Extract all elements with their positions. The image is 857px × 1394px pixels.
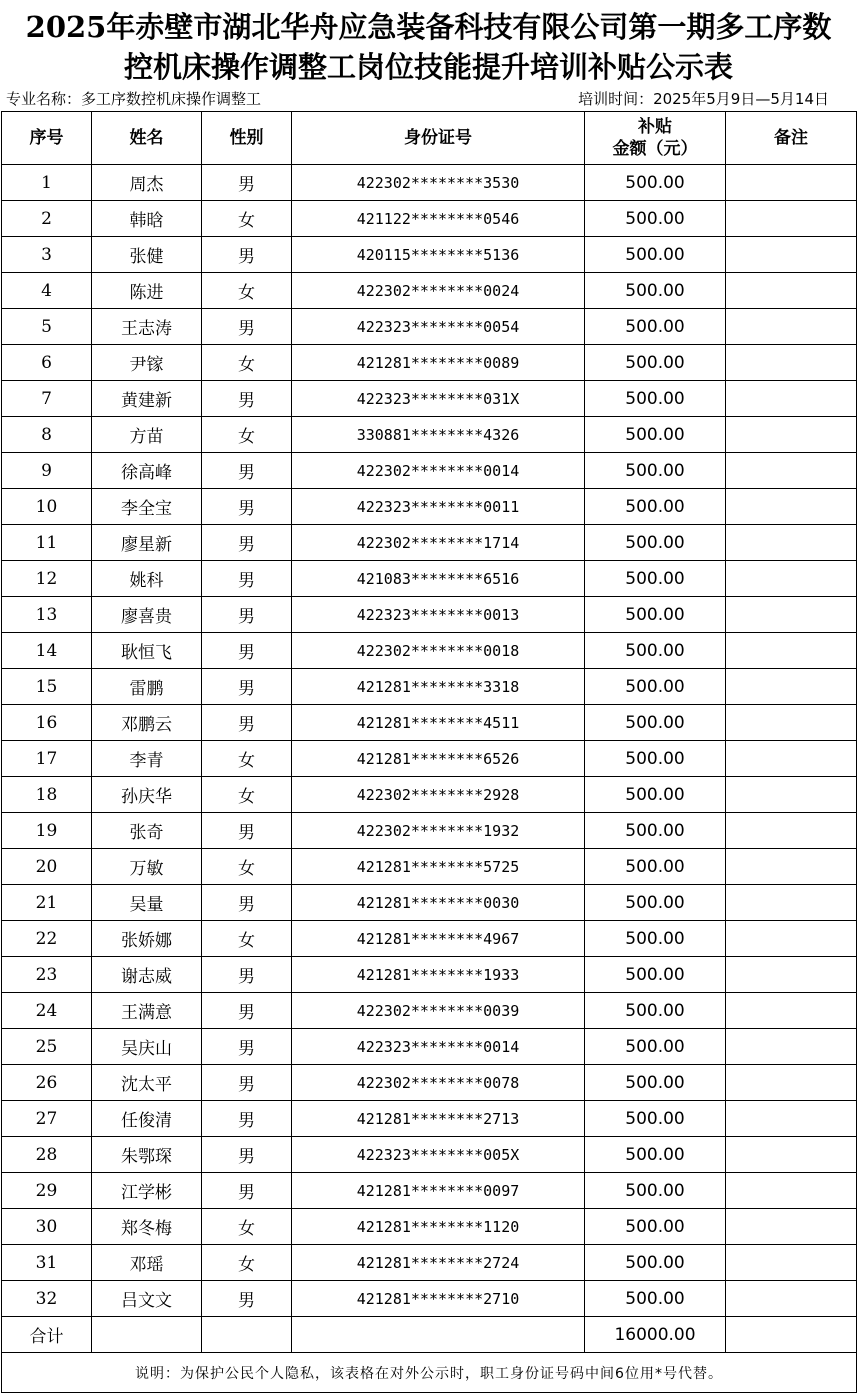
row-remark [726, 345, 857, 381]
row-no: 13 [2, 597, 92, 633]
row-remark [726, 165, 857, 201]
row-remark [726, 705, 857, 741]
row-gender: 男 [202, 993, 292, 1029]
row-remark [726, 1137, 857, 1173]
row-no: 6 [2, 345, 92, 381]
row-name: 郑冬梅 [92, 1209, 202, 1245]
table-row [2, 957, 857, 993]
total-empty-remark [726, 1317, 857, 1353]
row-remark [726, 1029, 857, 1065]
row-name: 黄建新 [92, 381, 202, 417]
row-gender: 男 [202, 489, 292, 525]
specialty-label: 专业名称：多工序数控机床操作调整工 [6, 90, 262, 108]
row-amount: 500.00 [585, 669, 726, 705]
table-row [2, 993, 857, 1029]
row-amount: 500.00 [585, 1245, 726, 1281]
row-gender: 男 [202, 1029, 292, 1065]
row-no: 23 [2, 957, 92, 993]
row-id-number: 422323********0014 [292, 1029, 585, 1065]
row-no: 29 [2, 1173, 92, 1209]
row-remark [726, 273, 857, 309]
row-id-number: 422302********0018 [292, 633, 585, 669]
row-name: 周杰 [92, 165, 202, 201]
row-remark [726, 1065, 857, 1101]
header-id: 身份证号 [292, 112, 585, 165]
row-gender: 男 [202, 669, 292, 705]
row-name: 吴量 [92, 885, 202, 921]
row-name: 吴庆山 [92, 1029, 202, 1065]
row-no: 30 [2, 1209, 92, 1245]
row-no: 9 [2, 453, 92, 489]
row-amount: 500.00 [585, 561, 726, 597]
row-remark [726, 633, 857, 669]
table-row [2, 381, 857, 417]
row-name: 谢志威 [92, 957, 202, 993]
table-row [2, 201, 857, 237]
row-gender: 男 [202, 561, 292, 597]
row-gender: 女 [202, 417, 292, 453]
row-amount: 500.00 [585, 885, 726, 921]
row-no: 26 [2, 1065, 92, 1101]
table-row [2, 489, 857, 525]
table-row [2, 1245, 857, 1281]
row-no: 1 [2, 165, 92, 201]
row-gender: 男 [202, 381, 292, 417]
row-gender: 男 [202, 885, 292, 921]
row-gender: 男 [202, 309, 292, 345]
row-name: 李青 [92, 741, 202, 777]
row-id-number: 422302********0039 [292, 993, 585, 1029]
row-id-number: 422302********0014 [292, 453, 585, 489]
row-amount: 500.00 [585, 417, 726, 453]
row-gender: 男 [202, 1173, 292, 1209]
row-id-number: 421281********1933 [292, 957, 585, 993]
row-amount: 500.00 [585, 1065, 726, 1101]
header-no: 序号 [2, 112, 92, 165]
row-id-number: 330881********4326 [292, 417, 585, 453]
table-row [2, 633, 857, 669]
row-name: 任俊清 [92, 1101, 202, 1137]
row-remark [726, 1173, 857, 1209]
row-remark [726, 525, 857, 561]
header-name: 姓名 [92, 112, 202, 165]
row-no: 15 [2, 669, 92, 705]
table-row [2, 1065, 857, 1101]
row-name: 尹镓 [92, 345, 202, 381]
row-id-number: 421281********0030 [292, 885, 585, 921]
row-amount: 500.00 [585, 597, 726, 633]
row-gender: 男 [202, 813, 292, 849]
row-gender: 女 [202, 345, 292, 381]
row-name: 沈太平 [92, 1065, 202, 1101]
row-id-number: 420115********5136 [292, 237, 585, 273]
row-remark [726, 381, 857, 417]
row-name: 邓瑶 [92, 1245, 202, 1281]
note-row [2, 1353, 857, 1393]
row-remark [726, 1101, 857, 1137]
row-remark [726, 777, 857, 813]
row-gender: 女 [202, 777, 292, 813]
row-name: 李全宝 [92, 489, 202, 525]
table-body [2, 165, 857, 1317]
row-amount: 500.00 [585, 1137, 726, 1173]
row-id-number: 422302********1932 [292, 813, 585, 849]
row-name: 王志涛 [92, 309, 202, 345]
row-no: 7 [2, 381, 92, 417]
table-row [2, 1101, 857, 1137]
row-gender: 女 [202, 1209, 292, 1245]
row-gender: 男 [202, 1065, 292, 1101]
total-empty-gender [202, 1317, 292, 1353]
total-empty-id [292, 1317, 585, 1353]
row-amount: 500.00 [585, 237, 726, 273]
row-name: 张奇 [92, 813, 202, 849]
total-amount: 16000.00 [585, 1317, 726, 1353]
row-name: 耿恒飞 [92, 633, 202, 669]
row-id-number: 421281********1120 [292, 1209, 585, 1245]
table-row [2, 741, 857, 777]
subsidy-table [1, 111, 857, 1393]
table-row [2, 597, 857, 633]
row-id-number: 421083********6516 [292, 561, 585, 597]
row-amount: 500.00 [585, 705, 726, 741]
row-name: 姚科 [92, 561, 202, 597]
row-remark [726, 669, 857, 705]
row-id-number: 421281********5725 [292, 849, 585, 885]
table-row [2, 921, 857, 957]
row-no: 12 [2, 561, 92, 597]
row-no: 22 [2, 921, 92, 957]
row-no: 11 [2, 525, 92, 561]
row-no: 18 [2, 777, 92, 813]
row-id-number: 421281********0097 [292, 1173, 585, 1209]
row-no: 25 [2, 1029, 92, 1065]
table-row [2, 1281, 857, 1317]
row-gender: 男 [202, 597, 292, 633]
total-row [2, 1317, 857, 1353]
table-row [2, 813, 857, 849]
table-row [2, 165, 857, 201]
row-no: 5 [2, 309, 92, 345]
table-row [2, 1209, 857, 1245]
row-name: 雷鹏 [92, 669, 202, 705]
row-id-number: 422323********0011 [292, 489, 585, 525]
row-id-number: 421281********2724 [292, 1245, 585, 1281]
row-id-number: 421122********0546 [292, 201, 585, 237]
row-no: 10 [2, 489, 92, 525]
row-amount: 500.00 [585, 1101, 726, 1137]
total-empty-name [92, 1317, 202, 1353]
row-amount: 500.00 [585, 1173, 726, 1209]
row-gender: 男 [202, 237, 292, 273]
table-row [2, 1137, 857, 1173]
row-gender: 男 [202, 1281, 292, 1317]
row-amount: 500.00 [585, 813, 726, 849]
row-gender: 男 [202, 1101, 292, 1137]
row-amount: 500.00 [585, 1209, 726, 1245]
row-amount: 500.00 [585, 489, 726, 525]
row-name: 张健 [92, 237, 202, 273]
row-gender: 女 [202, 849, 292, 885]
row-amount: 500.00 [585, 309, 726, 345]
row-no: 21 [2, 885, 92, 921]
row-amount: 500.00 [585, 165, 726, 201]
row-no: 16 [2, 705, 92, 741]
row-gender: 男 [202, 525, 292, 561]
row-no: 2 [2, 201, 92, 237]
table-row [2, 705, 857, 741]
row-id-number: 421281********2710 [292, 1281, 585, 1317]
row-amount: 500.00 [585, 957, 726, 993]
note-text: 说明：为保护公民个人隐私，该表格在对外公示时，职工身份证号码中间6位用*号代替。 [2, 1353, 857, 1393]
row-no: 4 [2, 273, 92, 309]
row-amount: 500.00 [585, 777, 726, 813]
row-amount: 500.00 [585, 381, 726, 417]
row-name: 廖星新 [92, 525, 202, 561]
training-period: 培训时间：2025年5月9日—5月14日 [578, 90, 829, 108]
row-name: 江学彬 [92, 1173, 202, 1209]
row-name: 吕文文 [92, 1281, 202, 1317]
table-row [2, 1173, 857, 1209]
row-remark [726, 597, 857, 633]
row-amount: 500.00 [585, 633, 726, 669]
row-id-number: 422302********0078 [292, 1065, 585, 1101]
table-row [2, 237, 857, 273]
row-amount: 500.00 [585, 1029, 726, 1065]
table-row [2, 777, 857, 813]
title-line-2: 控机床操作调整工岗位技能提升培训补贴公示表 [123, 50, 733, 84]
row-gender: 男 [202, 1137, 292, 1173]
row-name: 朱鄂琛 [92, 1137, 202, 1173]
row-gender: 男 [202, 453, 292, 489]
table-row [2, 885, 857, 921]
row-no: 27 [2, 1101, 92, 1137]
table-row [2, 849, 857, 885]
row-no: 28 [2, 1137, 92, 1173]
row-id-number: 421281********0089 [292, 345, 585, 381]
row-remark [726, 201, 857, 237]
row-remark [726, 849, 857, 885]
row-id-number: 421281********2713 [292, 1101, 585, 1137]
row-remark [726, 453, 857, 489]
header-amount-line1: 补贴 [638, 117, 672, 137]
table-header-row [2, 112, 857, 165]
row-name: 邓鹏云 [92, 705, 202, 741]
row-id-number: 422302********1714 [292, 525, 585, 561]
row-amount: 500.00 [585, 849, 726, 885]
row-name: 王满意 [92, 993, 202, 1029]
row-amount: 500.00 [585, 741, 726, 777]
row-name: 廖喜贵 [92, 597, 202, 633]
row-id-number: 422302********2928 [292, 777, 585, 813]
row-gender: 男 [202, 633, 292, 669]
row-no: 32 [2, 1281, 92, 1317]
table-row [2, 417, 857, 453]
row-gender: 女 [202, 201, 292, 237]
row-gender: 女 [202, 273, 292, 309]
row-id-number: 422323********031X [292, 381, 585, 417]
row-remark [726, 993, 857, 1029]
row-remark [726, 957, 857, 993]
row-remark [726, 237, 857, 273]
row-amount: 500.00 [585, 525, 726, 561]
row-amount: 500.00 [585, 201, 726, 237]
table-row [2, 453, 857, 489]
row-id-number: 421281********4511 [292, 705, 585, 741]
table-row [2, 525, 857, 561]
meta-row [0, 88, 857, 110]
table-row [2, 561, 857, 597]
row-id-number: 421281********3318 [292, 669, 585, 705]
row-no: 8 [2, 417, 92, 453]
row-remark [726, 1245, 857, 1281]
row-name: 韩晗 [92, 201, 202, 237]
header-amount [585, 112, 726, 165]
total-label: 合计 [2, 1317, 92, 1353]
table-row [2, 669, 857, 705]
row-amount: 500.00 [585, 993, 726, 1029]
row-remark [726, 561, 857, 597]
row-remark [726, 417, 857, 453]
row-no: 3 [2, 237, 92, 273]
row-id-number: 422302********0024 [292, 273, 585, 309]
row-name: 孙庆华 [92, 777, 202, 813]
row-name: 方苗 [92, 417, 202, 453]
row-no: 14 [2, 633, 92, 669]
row-gender: 女 [202, 1245, 292, 1281]
row-remark [726, 741, 857, 777]
document-title [0, 0, 857, 88]
row-remark [726, 813, 857, 849]
row-remark [726, 1209, 857, 1245]
row-amount: 500.00 [585, 345, 726, 381]
row-gender: 男 [202, 165, 292, 201]
row-id-number: 422302********3530 [292, 165, 585, 201]
row-name: 万敏 [92, 849, 202, 885]
table-row [2, 273, 857, 309]
table-row [2, 1029, 857, 1065]
row-gender: 男 [202, 705, 292, 741]
row-amount: 500.00 [585, 273, 726, 309]
row-remark [726, 1281, 857, 1317]
row-gender: 女 [202, 921, 292, 957]
row-gender: 女 [202, 741, 292, 777]
row-remark [726, 489, 857, 525]
row-remark [726, 921, 857, 957]
row-remark [726, 885, 857, 921]
header-amount-line2: 金额（元） [612, 139, 698, 159]
row-remark [726, 309, 857, 345]
row-id-number: 422323********005X [292, 1137, 585, 1173]
row-no: 20 [2, 849, 92, 885]
table-row [2, 345, 857, 381]
row-name: 张娇娜 [92, 921, 202, 957]
row-no: 17 [2, 741, 92, 777]
row-gender: 男 [202, 957, 292, 993]
row-id-number: 422323********0013 [292, 597, 585, 633]
table-row [2, 309, 857, 345]
header-gender: 性别 [202, 112, 292, 165]
row-amount: 500.00 [585, 453, 726, 489]
row-name: 徐高峰 [92, 453, 202, 489]
row-no: 19 [2, 813, 92, 849]
header-remark: 备注 [726, 112, 857, 165]
row-no: 31 [2, 1245, 92, 1281]
row-id-number: 421281********4967 [292, 921, 585, 957]
row-no: 24 [2, 993, 92, 1029]
row-id-number: 421281********6526 [292, 741, 585, 777]
title-line-1: 2025年赤壁市湖北华舟应急装备科技有限公司第一期多工序数 [25, 10, 832, 44]
row-id-number: 422323********0054 [292, 309, 585, 345]
row-amount: 500.00 [585, 921, 726, 957]
row-name: 陈进 [92, 273, 202, 309]
row-amount: 500.00 [585, 1281, 726, 1317]
